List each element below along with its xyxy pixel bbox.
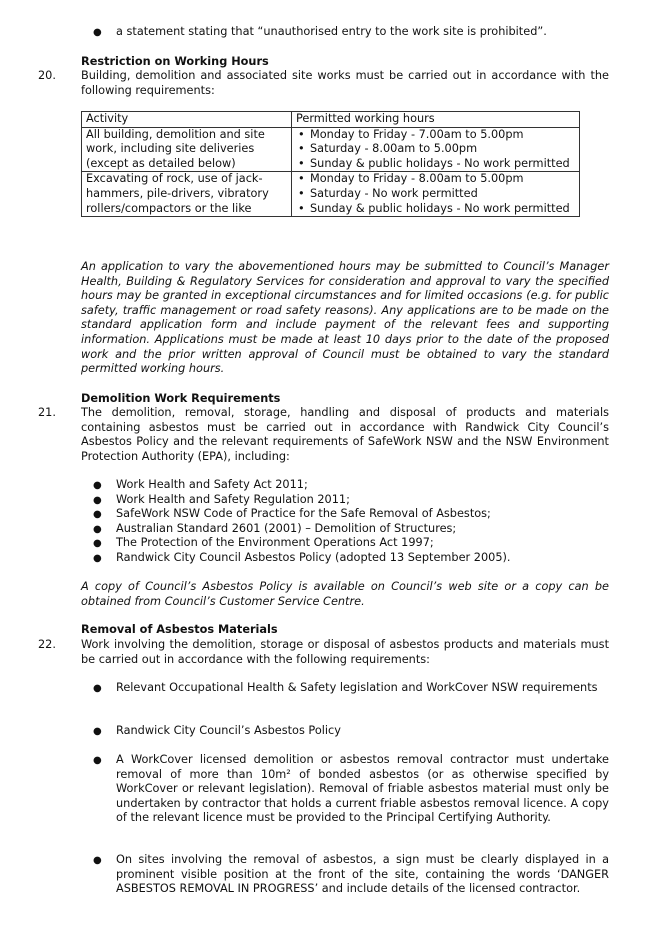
list-item: Work Health and Safety Act 2011;: [116, 478, 308, 491]
bullet: ●: [93, 495, 102, 506]
clause-number-21: 21.: [38, 406, 56, 419]
working-hours-heading: Restriction on Working Hours: [81, 55, 269, 68]
list-item: • Sunday & public holidays - No work permitted: [310, 202, 575, 217]
bullet: ●: [93, 509, 102, 520]
demolition-intro: The demolition, removal, storage, handling and disposal of products and materials containing asbestos must be carried out in accordance with Randwick City Council’s Asbestos Policy and the relevant requirements of SafeWork NSW and the NSW Environment Protection Authority (EPA), including:: [81, 406, 609, 463]
list-item: Work Health and Safety Regulation 2011;: [116, 493, 350, 506]
working-hours-note: An application to vary the abovementioned hours may be submitted to Council’s Manager Health, Building & Regulatory Services for consideration and approval to vary the specified hours may be granted in exceptional circumstances and for limited occasions (e.g. for public safety, traffic management or road safety reasons). Any applications are to be made on the standard application form and include payment of the relevant fees and supporting information. Applications must be made at least 10 days prior to the date of the proposed work and the prior written approval of Council must be obtained to vary the standard permitted working hours.: [81, 260, 609, 376]
list-item: • Monday to Friday - 7.00am to 5.00pm: [310, 128, 575, 143]
list-item: A WorkCover licensed demolition or asbestos removal contractor must undertake removal of more than 10m² of bonded asbestos (or as otherwise specified by WorkCover or relevant legislation). Removal of friable asbestos material must only be undertaken by contractor that holds a current friable asbestos removal licence. A copy of the relevant licence must be provided to the Principal Certifying Authority.: [116, 753, 609, 825]
list-item: • Monday to Friday - 8.00am to 5.00pm: [310, 172, 575, 187]
table-header-hours: Permitted working hours: [292, 112, 580, 128]
working-hours-intro: Building, demolition and associated site works must be carried out in accordance with the following requirements:: [81, 69, 609, 97]
list-item: SafeWork NSW Code of Practice for the Safe Removal of Asbestos;: [116, 507, 491, 520]
bullet: ●: [93, 553, 102, 564]
list-item: On sites involving the removal of asbestos, a sign must be clearly displayed in a prominent visible position at the front of the site, containing the words ‘DANGER ASBESTOS REMOVAL IN PROGRESS’ and include details of the licensed contractor.: [116, 853, 609, 896]
bullet: ●: [93, 683, 102, 694]
bullet: ●: [93, 755, 102, 766]
list-item: Randwick City Council Asbestos Policy (adopted 13 September 2005).: [116, 551, 511, 564]
bullet: ●: [93, 726, 102, 737]
list-item: The Protection of the Environment Operations Act 1997;: [116, 536, 434, 549]
table-row: [82, 172, 580, 217]
bullet: ●: [93, 27, 102, 38]
list-item: • Sunday & public holidays - No work permitted: [310, 157, 575, 172]
table-cell-activity: Excavating of rock, use of jack-hammers, pile-drivers, vibratory rollers/compactors or the like: [82, 172, 292, 217]
bullet: ●: [93, 538, 102, 549]
table-header-row: [82, 112, 580, 128]
bullet: ●: [93, 524, 102, 535]
asbestos-heading: Removal of Asbestos Materials: [81, 623, 278, 636]
demolition-note: A copy of Council’s Asbestos Policy is available on Council’s web site or a copy can be obtained from Council’s Customer Service Centre.: [81, 580, 609, 608]
clause-number-20: 20.: [38, 69, 56, 82]
demolition-heading: Demolition Work Requirements: [81, 392, 281, 405]
list-item: • Saturday - No work permitted: [310, 187, 575, 202]
list-item: • Saturday - 8.00am to 5.00pm: [310, 142, 575, 157]
table-row: [82, 127, 580, 172]
list-item: Relevant Occupational Health & Safety legislation and WorkCover NSW requirements: [116, 681, 598, 694]
clause-number-22: 22.: [38, 638, 56, 651]
bullet: ●: [93, 480, 102, 491]
asbestos-intro: Work involving the demolition, storage or disposal of asbestos products and materials must be carried out in accordance with the following requirements:: [81, 638, 609, 666]
list-item: Randwick City Council’s Asbestos Policy: [116, 724, 341, 737]
table-cell-hours: [292, 172, 580, 217]
list-item: Australian Standard 2601 (2001) – Demolition of Structures;: [116, 522, 457, 535]
bullet: ●: [93, 855, 102, 866]
working-hours-table: [81, 111, 580, 217]
table-header-activity: Activity: [82, 112, 292, 128]
table-cell-hours: [292, 127, 580, 172]
table-cell-activity: All building, demolition and site work, including site deliveries (except as detailed below): [82, 127, 292, 172]
top-bullet-text: a statement stating that “unauthorised entry to the work site is prohibited”.: [116, 25, 547, 38]
